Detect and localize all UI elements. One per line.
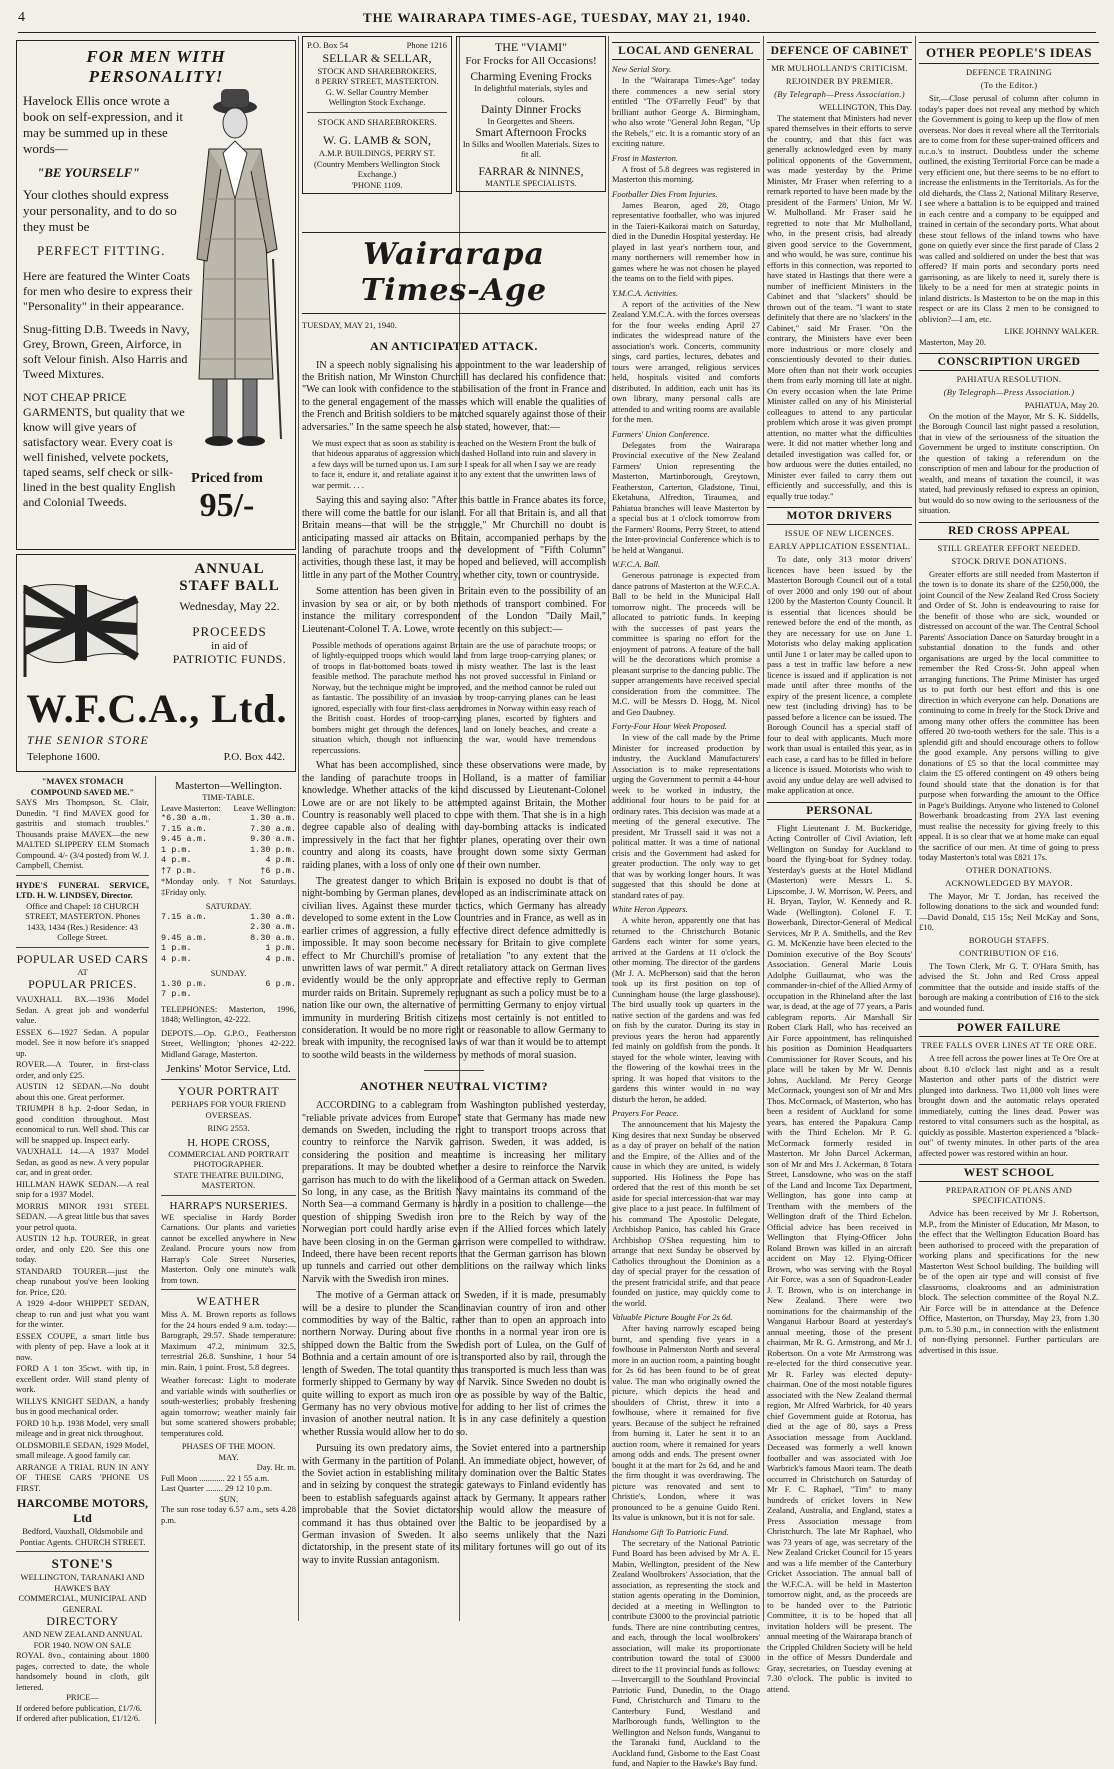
column-rule: [763, 36, 764, 1621]
personal-body: Flight Lieutenant J. M. Buckeridge, Acting Controller of Civil Aviation, left Wellington on Sunday for Auckland to board the flying-boat for Sydney today. Yesterday's guests at the Hotel Midland (Masterton) were Messrs L. S. Lipscombe, J. W. Morrison, W. Peers, and H. Bryan, Taylor, W. Kennedy and R. Wade (Wellington). Colonel F. T. Bowerbank, Director-General of Medical Services, Mr P. A. Smithells, and the Rev G. M. McKenzie have been elected to the Dominion executive of the Boy Scouts' Association. General Marie Louis Adolphe Guillaumat, who was the commander-in-chief of the Allied Army of occupation in the Rhineland after the last war, is dead, at the age of 77 years, a Paris cablegram reports. Air Marshall Sir Robert Clark Hall, who has received an Air Force appointment, has relinquished his position as Dominion Headquarters Commissioner for Rover Scouts, and his place will be taken by Mr W. Dennis Johns, Auckland. Mr Percy George McCormack, youngest son of Mr and Mrs Thos. McCormack, of Masterton, who has been a resident of Auckland for some years, has entered the Papakura Camp with the Third Echelon. Mr P. G. McCormack formerly resided in Masterton. Mr John Darcel Ackerman, son of Mr and Mrs J. Ackerman, 8 Totara Street, Lansdowne, who was on the staff of the Land and Income Tax Department, Wellington, has gone into camp at Trentham with the members of the Wellington draft of the Third Echelon. Official advice has been received in Wellington that Flying-Officer John Roland Brown was killed in an aircraft accident on May 12. Flying-Officer Brown, who was serving with the Royal Air Force, was a son of Squadron-Leader J. T. Brown, who is on interchange in New Zealand. There were two nominations for the chairmanship of the Wanganui Harbour Board at yesterday's annual meeting, those of the present chairman, Mr R. G. Armstrong, and Mr J. Robertson. On a vote Mr Armstrong was re-elected for the third consecutive year. Mr R. Farley was elected deputy-chairman. One of the most notable figures associated with the New Zealand thermal region, Mr Alfred Warbrick, for 40 years chief Government guide at Rotorua, has died at the age of 80, says a Press Association message from Auckland. Deceased was formerly a well known footballer and was associated with Joe Warbrick's famous Maori team. The death occurred in Christchurch on Saturday of Mr F. C. Raphael, "Tim" to many hundreds of cricket lovers in New Zealand, Australia, and England, states a Press Association message from Christchurch. The late Mr Raphael, who was 73 years of age, was secretary of the New Zealand Cricket Council for 15 years and was a life member of the Canterbury Cricket Association. The annual ball of the W.F.C.A. will be held in Masterton tomorrow night, and, as the proceeds are to be handed over to the Patriotic Committee, it is to be hoped that all invitation holders will be present. The annual meeting of the Wairarapa branch of the Crippled Children Society will be held in the office of Messrs Dunderdale and Gray, secretaries, on Tuesday evening at 7.30 o'clock. The public is invited to attend.: [767, 822, 913, 1694]
timetable-operator: Jenkins' Motor Service, Ltd.: [166, 1063, 291, 1075]
column-rule: [298, 36, 299, 1621]
conscription-sub: PAHIATUA RESOLUTION.: [956, 374, 1062, 384]
timetable-depart-masterton: *6.30 a.m.: [161, 813, 213, 823]
editorial2-p1: ACCORDING to a cablegram from Washington published yesterday, "reliable private advices from Europe" state that Germany has made new demands on Sweden, including the right to transport troops across that country to reinforce the Narvik garrison. Sweden, it was added, is considering the position and meantime is increasing her military preparations. It may be doubted whether a desire to reinforce the Narvik garrison has much to do with the likelihood of a German attack on Sweden. So long, in any case, as the British Navy maintains its command of the North Sea—a command Germany is hardly in a position to challenge—the question of shipping Swedish iron ore to the Reich by way of the Norwegian port could hardly arise even if the Allied forces which lately have been closing in on the German garrison were compelled to withdraw. Indeed, there have been recent reports that the German garrison has blown up tunnels and carried out other demolitions on the railway which links Narvik with the Swedish iron mines.: [302, 1100, 606, 1285]
timetable-depart-masterton: 1 p.m.: [161, 844, 192, 855]
stones-body: ROYAL 8vo., containing about 1800 pages, corrected to date, the whole handsomely bound in cloth, gilt lettered.: [16, 1650, 150, 1692]
nurseries-body: WE specialise in Hardy Border Carnations. Our plants and varieties cannot be excelled anywhere in New Zealand. Procure yours now from Harrap's Cole Street Nurseries, Masterton. Only one minute's walk from town.: [161, 1211, 296, 1285]
local-item-body: Generous patronage is expected from dance patrons of Masterton at the W.F.C.A. Ball to be held in the Municipal Hall tomorrow night. The proceeds will be allocated to patriotic funds. In keeping with the successes of past years the committee is sparing no effort for the enjoyment of patrons. A feature of the ball will be the decorations which promise a pleasant surprise to the dancing public. The supper arrangements have received special consideration from the committee. The M.C. will be Messrs D. Hogg, M. Nicol and Geo Daubney.: [612, 570, 760, 717]
timetable-row: [161, 979, 296, 990]
conscription-dateline: PAHIATUA, May 20.: [1024, 400, 1099, 410]
power-sub: TREE FALLS OVER LINES AT TE ORE ORE.: [921, 1040, 1097, 1050]
column-6: [919, 36, 1099, 1621]
opinions-sub: DEFENCE TRAINING: [965, 67, 1053, 77]
stones-l1: WELLINGTON, TARANAKI AND HAWKE'S BAY: [20, 1572, 145, 1593]
timetable-sub: TIME-TABLE.: [202, 792, 255, 802]
mavex-heading: "MAVEX STOMACH COMPOUND SAVED ME.": [30, 776, 135, 797]
timetable-depart-wellington: 8.30 a.m.: [250, 932, 296, 943]
moon-cols: Day. Hr. m.: [256, 1462, 296, 1472]
editorial2-p2: The motive of a German attack on Sweden, if it is made, presumably will be a desire to plunder the Scandinavian country of iron and other commodities by way of the Baltic, rather than to open an approach into northern Norway. During about five months in a normal year iron ore is shipped down the Baltic from the Swedish port of Lulea, on the Gulf of Bothnia and a certain amount of ore is transported also by rail, through the length of Sweden. The total quantity thus transported is much less than was formerly shipped to Germany by way of Narvik. Since Sweden no doubt is quite willing to export as much iron ore as possible by way of the Baltic, Germany has no very obvious motive for adding to her list of crimes the invasion of another neutral nation. It is in any case definitely a question whether Russia would allow her to do so.: [302, 1290, 606, 1438]
wfca-po-box: P.O. Box 442.: [223, 751, 285, 763]
stones-l3: DIRECTORY: [46, 1614, 119, 1628]
timetable-depart-wellington: 4 p.m.: [265, 953, 296, 964]
timetable-depart-masterton: 4 p.m.: [161, 855, 192, 865]
stones-p1: If ordered before publication, £1/7/6.: [16, 1702, 143, 1713]
used-car-item: ROVER.—A Tourer, in first-class order, and only £25.: [16, 1059, 150, 1080]
redcross-sub: STILL GREATER EFFORT NEEDED.: [937, 542, 1081, 553]
men-ad-intro: Havelock Ellis once wrote a book on self-expression, and it may be summed up in these words—: [23, 93, 183, 156]
men-ad-body3: Snug-fitting D.B. Tweeds in Navy, Grey, Brown, Green, Airforce, in soft Velour finish. Also Harris and Tweed Mixtures.: [23, 322, 190, 381]
wfca-aid: in aid of: [211, 640, 248, 652]
used-car-item: OLDSMOBILE SEDAN, 1929 Model, small mileage. A good family car.: [16, 1439, 150, 1460]
conscription-title: CONSCRIPTION URGED: [919, 353, 1099, 371]
viami-f2s: In Georgettes and Sheers.: [487, 116, 575, 126]
used-cars-at: AT: [77, 966, 88, 977]
portrait-ring: RING 2553.: [207, 1123, 250, 1133]
local-general-column: [612, 36, 760, 1768]
men-ad-body4: NOT CHEAP PRICE GARMENTS, but quality that we know will give years of satisfactory wear. Every coat is well finished, velvete pockets, taped seams, self check or silk-lined in the best quality English and Colonial Tweeds.: [23, 390, 185, 509]
funeral-address: Office and Chapel: 18 CHURCH STREET, MASTERTON. Phones 1433, 1434 (Res.) Residence: 43 College Street.: [25, 900, 140, 942]
stones-name: STONE'S: [51, 1556, 114, 1571]
men-ad-priced-from: Priced from: [191, 471, 263, 486]
editorial1-quote2: Possible methods of operations against Britain are the use of parachute troops; or of lightly-equipped troops which would land from large troop-carrying planes; or of troops in flat-bottomed boats towed in misty weather. The last is the least feasible method. The parachute method has not proved successful in Finland or Norway, but the technique might be improved, and the method cannot be ruled out as fantastic. The possibility of an invasion by troop-carrying planes can be least ignored, especially with four first-class aerodromes in Norway within easy reach of the British coast. Hordes of troop-carrying planes, escorted by fighters and bombers might get through the defences, land on lonely beaches, and create a situation which, though not influencing the war, would have tremendous repercussions.: [312, 639, 596, 755]
men-ad-price: 95/-: [199, 487, 255, 524]
moon-last: Last Quarter ........ 29 12 10 p.m.: [161, 1483, 272, 1493]
portrait-l2: COMMERCIAL AND PORTRAIT PHOTOGRAPHER.: [168, 1148, 289, 1169]
moon-title: PHASES OF THE MOON.: [181, 1441, 276, 1451]
sellar-l3: G. W. Sellar Country Member Wellington Stock Exchange.: [325, 86, 429, 107]
timetable-depart-wellington: 6 p.m.: [265, 978, 296, 989]
opinions-title: OTHER PEOPLE'S IDEAS: [919, 42, 1099, 64]
editorial1-p3: Some attention has been given in Britain even to the possibility of an invasion by sea or air, or by both methods of transport combined. For instance the military correspondent of the London "Daily Mail," Lieutenant-Colonel T. A. Lowe, wrote recently on this subject:—: [302, 586, 606, 635]
local-item-body: The announcement that his Majesty the King desires that next Sunday be observed as a day of prayer on behalf of the nation and the Empire, of the Allies and of the cause in which they are united, is widely supported. His Holiness the Pope has ordered that the rest of this month be set aside for special intercession-that war may give place to a just peace. In fulfilment of his command The Apostolic Delegate, Archbishop Panico, has cabled his Grace Archbishop O'Shea requesting him to arrange that next Sunday be observed by Catholics throughout the Dominion as a day of special prayer for the cessation of the present fratricidal strife, and that peace founded on justice, may quickly come to the world.: [612, 1119, 760, 1308]
used-car-item: VAUXHALL BX.—1936 Model Sedan. A great job and wonderful value.: [16, 994, 150, 1025]
sun-body: The sun rose today 6.57 a.m., sets 4.28 p.m.: [161, 1504, 296, 1525]
redcross-ack-body: The Mayor, Mr T. Jordan, has received the following donations to the sick and wounded fund:—David Donald, £15 15s; Neil McKay and Sons, £10.: [919, 890, 1099, 932]
stones-l2: COMMERCIAL, MUNICIPAL AND GENERAL: [18, 1593, 147, 1614]
editorial1-title: AN ANTICIPATED ATTACK.: [370, 338, 538, 353]
used-car-item: ESSEX COUPE, a smart little bus with plenty of pep. Have a look at it now.: [16, 1330, 150, 1362]
timetable-depart-wellington: 1.30 a.m.: [250, 813, 296, 823]
harcombe-sub: Bedford, Vauxhall, Oldsmobile and Pontiac Agents. CHURCH STREET.: [19, 1526, 146, 1547]
opinions-body: Sir,—Close perusal of column after column in today's paper does not reveal any method by which the Government is going to keep up the flow of men overseas. Nor does it reveal where all the Territorials are to come from for these super-trained officers and n.c.o.'s to instruct. Doubtless under the scheme outlined, the existing Territorial Force can be made a very efficient one, but there seems to be no effort to increase the enlistments in the Territorials. As for the old diehards, the Class 2, National Military Reserve, I see where a battalion is to be equipped and trained in each centre and a company to be equipped and trained in certain of the secondary ports. What about these stout fellows of the inland towns who have gone on quietly ever since the first parade of Class 2 was called and soldiered on under the best that was offered? If main ports and secondary ports need garrisoning, as are likely to need it, surely there is likely to be a need for men at strategic points in inland districts. Is Masterton to be on the map in this respect or are its Class 2 men to be consigned to oblivion?—I am, etc.: [919, 93, 1099, 324]
wfca-proceeds: PROCEEDS: [192, 624, 267, 639]
redcross-contrib: CONTRIBUTION OF £16.: [959, 947, 1059, 958]
used-car-item: AUSTIN 12 h.p. TOURER, in great order, and only £20. See this one today.: [16, 1233, 150, 1264]
timetable-depart-masterton: 7.15 a.m.: [161, 911, 207, 922]
wfca-funds: PATRIOTIC FUNDS.: [172, 652, 287, 666]
timetable-row: [161, 813, 296, 824]
sellar-name: SELLAR & SELLAR,: [322, 50, 432, 65]
left-small-ads: [16, 776, 149, 1724]
local-general-list: [612, 64, 760, 1769]
local-item-heading: Handsome Gift To Patriotic Fund.: [612, 1526, 729, 1537]
redcross-other: OTHER DONATIONS.: [965, 864, 1053, 875]
editorial1-p5: The greatest danger to which Britain is exposed no doubt is that of night-bombing by German planes, developed as an indiscriminate attack on civilian lives. Against these murder tactics, which Germany has already developed to some extent in the Low Countries and in France, as well as in earlier crimes of aggression, a fully effective direct defence admittedly is impossible. It may soon become necessary for Britain to give complete effect to Mr Churchill's promise of retaliation "to any extent that the unwritten laws of war permit." A direct retaliatory attack on German lives evidently would be the only appropriate and effective reply to German murder raids on Britain. Supremely repugnant as such a policy must be to a nation like our own, the alternative of permitting Germany to enjoy virtual immunity in murdering British citizens most certainly is not entitled to consideration. It would be no more right or reasonable to allow Germany to break with impunity, the recognised laws of war than it would be to attempt to soothe wild beasts in the wilderness by methods of moral suasion.: [302, 876, 606, 1061]
used-car-item: FORD 10 h.p. 1938 Model, very small mileage and in great nick throughout.: [16, 1417, 150, 1438]
redcross-body: Greater efforts are still needed from Masterton if the town is to donate its share of the £250,000, the joint Council of the New Zealand Red Cross Society and Order of St. John is endeavouring to raise for the benefit of those who are sick, wounded or distressed on account of the war. The Central School Parents' Association Dance on Saturday brought in a substantial donation to the funds and other organisations are urged by the local committee to remember the Red Cross-St. John appeal when arranging functions. The Prime Minister has urged us to put forth our best effort and this is one direction in which everyone can help. Donations are continuing to come in freely for the Stock Drive and among many other offers the committee has been offered 20 two-tooth wethers for the sale. This is a splendid gift and should encourage others to follow the good example. Any persons willing to give donations of £5 so that the local committee may claim the £5 offered contingent on 49 others being found should state that the donation is for that purpose when forwarding the amount to the Office in Page's Buildings. Anyone who listened to Colonel Bowerbank broadcasting from 2YA last evening must realise the necessity for giving freely to this appeal. It is so clear that we at home make can equal the sacrifice of our men. At time of going to press today Masterton's total was £821 17s.: [919, 568, 1099, 862]
editorial2-title: ANOTHER NEUTRAL VICTIM?: [360, 1079, 548, 1094]
local-item-body: In the "Wairarapa Times-Age" today there commences a new serial story entitled "The O'Farrelly Feud" by that brilliant author George A. Birmingham, who also wrote "General John Regan, "Up the Rebels," etc. It is a romantic story of an exciting nature.: [612, 75, 760, 148]
used-car-item: TRIUMPH 8 h.p. 2-door Sedan, in good condition throughout. Most economical to run. Well shod. This car will be snapped up. Inspect early.: [16, 1103, 150, 1145]
timetable-sunday: [161, 979, 296, 1000]
conscription-assoc: (By Telegraph—Press Association.): [943, 387, 1075, 397]
timetable-row: [161, 989, 296, 1000]
lamb-name: W. G. LAMB & SON,: [323, 133, 431, 147]
used-car-item: WILLYS KNIGHT SEDAN, a handy bus in good mechanical order.: [16, 1395, 150, 1416]
lamb-phone: 'PHONE 1109.: [351, 179, 403, 190]
local-item-body: James Bearon, aged 28, Otago representative footballer, who was injured in the Taieri-Kaikorai match on Saturday, died in the Dunedin Hospital yesterday. He played in last year's northern tour, and many northerners will remember how in games where he was not chosen he played the teams on to the field with pipes.: [612, 199, 760, 283]
editorial1-quote1: We must expect that as soon as stability is reached on the Western Front the bulk of that hideous apparatus of aggression which dashed Holland into ruin and slavery in a few days will be turned upon us. I am sure I speak for all when I say we are ready to face it, endure it, and retaliate against it to any extent that the unwritten laws of war permit. . . .: [312, 437, 596, 490]
used-car-item: AUSTIN 12 SEDAN.—No doubt about this one. Great performer.: [16, 1081, 150, 1102]
defence-dateline: WELLINGTON, This Day.: [818, 102, 912, 112]
viami-f3s: In Silks and Woollen Materials. Sizes to fit all.: [462, 138, 600, 159]
local-item-heading: White Heron Appears.: [612, 904, 688, 914]
timetable-sunday-hd: SUNDAY.: [210, 968, 247, 978]
editorial-column: [302, 36, 606, 1621]
local-general-title: LOCAL AND GENERAL: [612, 42, 760, 60]
timetable-saturday-hd: SATURDAY.: [205, 901, 252, 911]
local-item-body: In view of the call made by the Prime Minister for increased production by industry, the Auckland Manufacturers' Association is to make representations urging the Government to permit a 44-hour week to be worked in industry, the additional four hours to be paid for at ordinary rates. This decision was made at a meeting of the general executive. The president, Mr Trussell said it was not a political matter. It was a time of national crisis and the Government had asked for greater production. The only way to get that was by working longer hours. It was suggested that this should be done at standard rates of pay.: [612, 732, 760, 900]
sellar-l1: STOCK AND SHAREBROKERS,: [317, 65, 437, 76]
school-sub: PREPARATION OF PLANS AND SPECIFICATIONS.: [945, 1185, 1073, 1205]
wfca-logo: W.F.C.A., Ltd.: [26, 686, 288, 731]
weather-title: WEATHER: [196, 1294, 261, 1308]
used-cars-sub: POPULAR PRICES.: [28, 977, 137, 991]
used-car-item: VAUXHALL 14.—A 1937 Model Sedan, as good as new. A very popular car, and in great order.: [16, 1146, 150, 1177]
viami-ad: [456, 36, 606, 226]
masthead-title: THE WAIRARAPA TIMES-AGE, TUESDAY, MAY 21, 1940.: [363, 10, 751, 25]
editorial2-p3: Pursuing its own predatory aims, the Soviet entered into a partnership with Germany in the partition of Poland. An immediate object, however, of the Soviet action in establishing military domination over the Baltic States and in seizing by conquest the strategic gateways to Finland evidently has been to establish safeguards against attack by Germany. It appears rather improbable that the Soviet dictatorship would allow the measure of command it has thus obtained over the Baltic to be jeopardised by a German invasion of Sweden. It also seems unlikely that the Nazi dictatorship, in the present state of its military fortunes will go out of its way to invite Russian antagonism.: [302, 1443, 606, 1566]
timetable-depart-masterton: †7 p.m.: [161, 865, 197, 876]
local-item-body: The secretary of the National Patriotic Fund Board has been advised by Mr A. E. Mabin, Wellington, president of the New Zealand Woolbrokers' Association, that the association, as representing the stock and station agents operating in the Dominion, decided at a meeting in Wellington to contribute £3000 to the provincial patriotic funds. There are nine contributing centres, and each, through the local woolbrokers' association, will make its proportionate contribution toward the total of £3000 direct to the 11 provincial funds as follows:—Invercargill to the Southland Provincial Patriotic Fund, Dunedin, to the Otago Fund, Christchurch and Timaru to the Canterbury Fund, Westland and Marlborough funds, Wellington to the Wellington and Nelson funds, Wanganui to the Taranaki fund, Auckland to the Auckland fund, Gisborne to the East Coast fund, and Napier to the Hawke's Bay fund.: [612, 1537, 760, 1768]
editorial1-p4: What has been accomplished, since these observations were made, by the landing of parachute troops in Holland, is a matter of familiar knowledge. Whether attacks of the kind discussed by Lieutenant-Colonel Lowe are or are not likely to be attempted against Britain, the Mother Country is reasonably well placed to cope with them. That she is in a high degree capable also of dealing with day-bombing attacks is indicated impressively in the fact that her fighter planes, operating over their own country and along its coasts, have brought down some sixty German raiding planes, with a loss of only one of their own number.: [302, 760, 606, 871]
column-rule: [608, 36, 609, 1621]
local-item-body: Delegates from the Wairarapa Provincial executive of the New Zealand Farmers' Union representing the Masterton, Martinborough, Greytown, Featherston, Carterton, Gladstone, Tinui, Eketahuna, Alfredton, Tiraumea, and Pahiatua branches will leave Masterton by a special bus at 1 o'clock tomorrow from the Farmers' Rooms, Perry Street, to attend the Inter-provincial Conference which is to be held at Wanganui.: [612, 439, 760, 555]
local-item-heading: W.F.C.A. Ball.: [612, 559, 661, 569]
lamb-l1: A.M.P. BUILDINGS, PERRY ST.: [318, 148, 436, 158]
newspaper-nameplate: Wairarapa Times-Age: [302, 232, 606, 314]
union-jack-flag-icon: [19, 579, 139, 679]
power-body: A tree fell across the power lines at Te Ore Ore at about 8.10 o'clock last night and as a result Masterton and other parts of the district were plunged into darkness. Two 11,000 volt lines were brought down and the automatic relays operated immediately, cutting the lines dead. Power was restored to vital consumers such as the hospital, as quickly as possible. Masterton experienced a "black-out" of twenty minutes. In other parts of the area affected power was restored within an hour.: [919, 1053, 1099, 1158]
redcross-borough: BOROUGH STAFFS.: [968, 934, 1050, 945]
wfca-staff-ball-ad: [16, 554, 296, 772]
timetable-depart-masterton: 9.45 a.m.: [161, 932, 207, 943]
used-cars-heading: POPULAR USED CARS: [16, 951, 149, 966]
redcross-ack: ACKNOWLEDGED BY MAYOR.: [945, 877, 1073, 888]
timetable-phones: TELEPHONES: Masterton, 1996, 1848; Wellington, 42-222.: [161, 1003, 296, 1024]
weather-forecast: Weather forecast: Light to moderate and variable winds with southerlies or south-westerlies; probably freshening again tomorrow; weather mainly fair but some scattered showers probable; temperatures cold.: [161, 1375, 296, 1438]
lamb-l2: (Country Members Wellington Stock Exchange.): [314, 158, 440, 179]
viami-f1: Charming Evening Frocks: [470, 71, 592, 83]
timetable-depart-wellington: 1 p.m.: [265, 943, 296, 953]
used-car-item: A 1929 4-door WHIPPET SEDAN, cheap to run and just what you want for the winter.: [16, 1298, 150, 1329]
sellar-pobox: P.O. Box 54: [307, 40, 349, 50]
men-ad-body1: Your clothes should express your personality, and to do so they must be: [23, 187, 177, 234]
timetable-row: [161, 943, 296, 954]
opinions-sign-date: Masterton, May 20.: [919, 336, 987, 347]
local-item-heading: Prayers For Peace.: [612, 1108, 679, 1118]
defence-assoc: (By Telegraph—Press Association.): [774, 89, 905, 99]
local-item-heading: Forty-Four Hour Week Proposed.: [612, 721, 728, 731]
men-ad-heading: FOR MEN WITH PERSONALITY!: [86, 47, 226, 86]
column-5: [767, 36, 913, 1694]
used-car-item: FORD A 1 ton 35cwt. with tip, in excellent order. Will stand plenty of work.: [16, 1363, 150, 1394]
wfca-store: THE SENIOR STORE: [27, 733, 149, 747]
timetable-depart-wellington: 9.30 a.m.: [250, 834, 296, 844]
timetable-saturday: [161, 912, 296, 965]
used-car-item: HILLMAN HAWK SEDAN.—A real snip for a 1937 Model.: [16, 1178, 150, 1199]
masthead: [18, 6, 1096, 33]
timetable-depart-masterton: 1.30 p.m.: [161, 978, 207, 989]
sun-hd: SUN.: [218, 1493, 239, 1504]
motor-title: MOTOR DRIVERS: [767, 507, 912, 525]
nurseries-title: HARRAP'S NURSERIES.: [169, 1199, 288, 1212]
viami-tag: For Frocks for All Occasions!: [465, 55, 597, 67]
column-rule: [915, 36, 916, 1621]
sellar-phone: Phone 1216: [406, 40, 447, 50]
timetable-depart-masterton: 4 p.m.: [161, 953, 192, 964]
viami-name: THE "VIAMI": [494, 40, 568, 54]
local-item-heading: Valuable Picture Bought For 2s 6d.: [612, 1312, 733, 1322]
editorial1-p1: IN a speech nobly signalising his appointment to the war leadership of the British nation, Mr Winston Churchill has declared his confidence that: "We can look with confidence to the stabilisation of the front in France and to the general engagement of the masses which will enable the qualities of the French and British soldiers to be matched squarely against those of their adversaries." In the same speech he also stated, however, that:—: [302, 359, 606, 433]
timetable-depart-wellington: 7.30 a.m.: [250, 823, 296, 834]
local-item-heading: Farmers' Union Conference.: [612, 428, 710, 439]
timetable-row: [161, 866, 296, 877]
motor-body: To date, only 313 motor drivers' licences have been issued by the Masterton Borough Council out of a total of over 2000 and only 190 out of about 1200 by the Masterton County Council. It is essential that licences should be renewed before the end of the month, as they are necessary for use on June 1. Motorists who delay making application until June 1 or later may be called upon to pass a test in traffic law before a new licence is issued and if application is not made until after three months of the expiry of the present licence, a complete new test (including driving) has to be passed before a licence can be issued. The Borough Council has a special staff of four to deal with applicants. Much more work than usual is entailed this year, as in each case, a card has to be filled in before a licence is issued. Motorists who wish to avoid any undue delay are well advised to make application at once.: [767, 554, 912, 795]
timetable-depart-wellington: 4 p.m.: [265, 855, 296, 865]
funeral-service: HYDE'S FUNERAL SERVICE, LTD. H. W. LINDSEY, Director.: [16, 879, 150, 900]
redcross-title: RED CROSS APPEAL: [919, 522, 1099, 540]
used-car-item: STANDARD TOURER—just the cheap runabout you've been looking for. Price, £20.: [16, 1265, 150, 1297]
used-car-item: ARRANGE A TRIAL RUN IN ANY OF THESE CARS 'PHONE US FIRST.: [16, 1461, 150, 1493]
timetable-depart-masterton: 1 p.m.: [161, 943, 192, 953]
timetable-depart-wellington: 1.30 p.m.: [250, 844, 296, 855]
wfca-annual: ANNUAL: [194, 561, 265, 577]
right-small-ads: [155, 776, 296, 1724]
redcross-sub2: STOCK DRIVE DONATIONS.: [951, 555, 1067, 566]
timetable-notes: *Monday only. †Not Saturdays. ‡Friday only.: [161, 876, 296, 897]
portrait-title: YOUR PORTRAIT: [177, 1084, 280, 1098]
timetable-title: Masterton—Wellington.: [175, 780, 282, 792]
timetable-row: [161, 824, 296, 835]
tt-hdr-l: Leave Masterton:: [161, 802, 221, 813]
timetable-row: [161, 933, 296, 944]
timetable-depart-masterton: 9.45 a.m.: [161, 834, 207, 844]
defence-body: The statement that Ministers had never spared themselves in their efforts to serve the country, and that this fact was generally acknowledged even by many political opponents of the Government, was made yesterday by the Prime Minister, Mr Fraser when referring to a remark reported to have been made by the president of the Farmers' Union, Mr W. W. Mulholland. Mr Fraser said he regretted to note that Mr Mulholland, who, in the present crisis, had already given good service to the Government, and who would, he was sure, continue his efforts in this connection, was reported to have stated in Hastings that there were a number of inefficient Ministers in the Cabinet and that "slackers" should be thrown out of the team. "I want to state definitely that there are no 'slackers' in the Cabinet," said Mr Fraser. "On the contrary, the Ministers have ever been more industrious or more closely and conscientiously devoted to their duties. More often than not their work occupies them from early morning till late at night. On every occasion when the late Prime Minister called on any of his Ministerial colleagues to attend to any particular problem which arose it was given prompt attention, no matter what the difficulties were. It did not matter whether long and detailed investigation was called for, or how arduous were the duties entailed, no Minister ever failed to carry them out efficiently and successfully, and this is equally true today.": [767, 112, 912, 501]
redcross-borough-body: The Town Clerk, Mr G. T. O'Hara Smith, has advised the St. John and Red Cross appeal committee that the outside and inside staffs of the borough are making a contribution of £16 to the sick and wounded fund.: [919, 960, 1099, 1013]
timetable-row: [161, 912, 296, 923]
men-ad-quote: "BE YOURSELF": [37, 165, 140, 180]
local-item-heading: Frost in Masterton.: [612, 152, 679, 163]
defence-sub: MR MULHOLLAND'S CRITICISM.: [771, 63, 908, 73]
moon-full: Full Moon ............ 22 1 55 a.m.: [161, 1472, 270, 1483]
motor-sub: ISSUE OF NEW LICENCES.: [784, 528, 895, 538]
stones-p2: If ordered after publication, £1/12/6.: [16, 1713, 141, 1723]
timetable-row: [161, 954, 296, 965]
portrait-l3: STATE THEATRE BUILDING, MASTERTON.: [173, 1169, 284, 1190]
men-ad-fitting: PERFECT FITTING.: [37, 243, 166, 258]
timetable-weekday: [161, 813, 296, 876]
portrait-name: H. HOPE CROSS,: [187, 1136, 270, 1149]
power-title: POWER FAILURE: [919, 1019, 1099, 1037]
editorial1-p2: Saying this and saying also: "After this battle in France abates its force, there will come the battle for our island. For all that Britain is, and all that Britain means—that will be the struggle," Mr Churchill no doubt is anticipating massed air attacks on Britain, accompanied perhaps by the landing of parachute troops and the development of "Fifth Column" activities, though these last, it may be hoped and believed, will accomplish little in any part of the Mother Country, whether city, town or countryside.: [302, 495, 606, 581]
timetable-row: [161, 834, 296, 845]
used-cars-list: [16, 994, 149, 1493]
stones-price-hd: PRICE—: [66, 1692, 99, 1702]
local-item-body: A white heron, apparently one that has returned to the Christchurch Botanic Gardens each winter for some years, arrived at the Gardens at 11 o'clock the other morning. The director of the gardens (Mr J. A. McPherson) said that the heron took up its first position on top of Cunningham house (the large glasshouse). The bird usually took up quarters in the native section of the gardens and was fed on fish by the curator. During its stay in previous years the heron had apparently fed mainly on goldfish from the ponds. It stayed for the whole winter, leaving with the flowering of the kowhai trees in the spring. It was hoped that visitors to the gardens this winter would in no way disturb the heron, he added.: [612, 915, 760, 1104]
stones-l4: AND NEW ZEALAND ANNUAL FOR 1940. NOW ON SALE: [22, 1629, 143, 1650]
timetable-depart-masterton: 7 p.m.: [161, 989, 192, 999]
viami-f1s: In delightful materials, styles and colours.: [474, 83, 588, 104]
men-ad-body2: Here are featured the Winter Coats for men who desire to express their "Personality" in their appearance.: [23, 269, 193, 313]
harcombe-motors: HARCOMBE MOTORS, Ltd: [16, 1496, 149, 1525]
moon-may: MAY.: [218, 1451, 239, 1462]
local-item-heading: Y.M.C.A. Activities.: [612, 287, 679, 298]
mavex-body: SAYS Mrs Thompson, St. Clair, Dunedin. "I find MAVEX good for gastritis and stomach troubles." Thousands praise MAVEX—the new MALTED SLIPPERY ELM Stomach Compound. 4/- (3/4 posted) from W. J. Campbell, Chemist.: [16, 797, 150, 870]
editorial-date: TUESDAY, MAY 21, 1940.: [302, 320, 397, 330]
broker-ads: [302, 36, 452, 226]
tt-hdr-r: Leave Wellington:: [233, 802, 296, 813]
opinions-sign: LIKE JOHNNY WALKER.: [1004, 326, 1099, 336]
viami-shop: FARRAR & NINNES,: [478, 165, 584, 178]
personal-title: PERSONAL: [767, 802, 912, 820]
timetable-row: [161, 855, 296, 866]
local-item-heading: Footballer Dies From Injuries.: [612, 188, 718, 199]
defence-sub2: REJOINDER BY PREMIER.: [785, 76, 894, 86]
local-item-body: A report of the activities of the New Zealand Y.M.C.A. with the forces overseas for the four weeks ending April 27 indicates the widespread nature of the association's work. Concerts, community sings, card parties, lectures, debates and tours were arranged, religious services held, hospitals visited and comforts distributed. In addition, each unit has its own library, many personal calls are attended to and writing rooms are available for the men.: [612, 298, 760, 424]
wfca-staff-ball: STAFF BALL: [179, 578, 280, 594]
wfca-date: Wednesday, May 22.: [179, 599, 280, 613]
men-clothing-ad: [16, 40, 296, 550]
wfca-telephone: Telephone 1600.: [27, 751, 101, 763]
weather-body: Miss A. M. Brown reports as follows for the 24 hours ended 9 a.m. today:—Barograph, 29.57. Shade temperature: Maximum 47.2, minimum 32.5, terrestrial 26.8. Sunshine, 1 hour 54 min. Rain, 1 point. Frost, 5.8 degrees.: [161, 1309, 296, 1372]
timetable-depots: DEPOTS.—Op. G.P.O., Featherston Street, Wellington; 'phones 42-222. Midland Garage, Masterton.: [161, 1027, 296, 1059]
school-body: Advice has been received by Mr J. Robertson, M.P., from the Minister of Education, Mr Mason, to the effect that the Wellington Education Board has been authorised to proceed with the preparation of working plans and specifications for the new Masterton West School building. The building will be of the open air type and will consist of five classrooms, cloakrooms and an administration block. The selection committee of the Royal N.Z. Air Force will be in attendance at the Defence Office, Masterton, on Thursday, May 23, from 1.30 p.m. to 5.30 p.m., in connection with the enlistment of non-flying personnel. Further particulars are advertised in this issue.: [919, 1208, 1099, 1355]
page-number: 4: [18, 10, 26, 25]
timetable-depart-wellington: 1.30 a.m.: [250, 911, 296, 922]
local-item-heading: New Serial Story.: [612, 64, 672, 74]
defence-title: DEFENCE OF CABINET: [767, 42, 912, 60]
used-car-item: MORRIS MINOR 1931 STEEL SEDAN. —A great little bus that saves your petrol quota.: [16, 1200, 150, 1232]
viami-f2: Dainty Dinner Frocks: [480, 104, 582, 116]
conscription-body: On the motion of the Mayor, Mr S. K. Siddells, the Borough Council last night passed a resolution, that in view of the seriousness of the situation the Government be urged to institute conscription. On the question of taking a referendum on the conscription of men and labour for the production of wealth, and means of taxation the council, it was stated, had previously refused to express an opinion, but would do so now owing to the seriousness of the situation.: [919, 410, 1099, 515]
portrait-l1: PERHAPS FOR YOUR FRIEND OVERSEAS.: [171, 1099, 286, 1120]
local-item-body: A frost of 5.8 degrees was registered in Masterton this morning.: [612, 163, 760, 184]
used-car-item: ESSEX 6—1927 Sedan. A popular model. See it now before it's snapped up.: [16, 1026, 150, 1058]
timetable-depart-masterton: 7.15 a.m.: [161, 823, 207, 834]
motor-sub2: EARLY APPLICATION ESSENTIAL.: [768, 541, 911, 551]
local-item-body: After having narrowly escaped being burnt, and spending five years in a fowlhouse in Palmerston North and several more in an auction room, a painting bought for 2s 6d has been found to be of great value. The man who originally owned the picture, which depicts the head and shoulders of Christ, threw it into a fowlhouse, where it remained for five years. Because of the subject he refrained from burning it. Later he sent it to an auction room, where it remained for years among odds and ends. The present owner bought it at the mart for 2s 6d, and he and the firm thought it was overdrawing. The picture was renovated and sent to Christie's, London, where it was pronounced to be a genuine Guido Reni. Its value is unknown, but it is not for sale.: [612, 1323, 760, 1522]
timetable-depart-wellington: †6 p.m.: [260, 865, 296, 876]
timetable-row: [161, 845, 296, 856]
timetable-row: [161, 922, 296, 933]
viami-shop-sub: MANTLE SPECIALISTS.: [485, 177, 577, 188]
sellar-l2: 8 PERRY STREET, MASTERTON.: [315, 76, 439, 86]
timetable-depart-wellington: 2.30 a.m.: [250, 922, 296, 932]
viami-f3: Smart Afternoon Frocks: [475, 126, 587, 139]
school-title: WEST SCHOOL: [919, 1164, 1099, 1182]
lamb-l0: STOCK AND SHAREBROKERS.: [317, 116, 437, 127]
man-in-overcoat-illustration: [177, 79, 289, 459]
opinions-to: (To the Editor.): [980, 80, 1038, 90]
column-1: [16, 36, 296, 1723]
